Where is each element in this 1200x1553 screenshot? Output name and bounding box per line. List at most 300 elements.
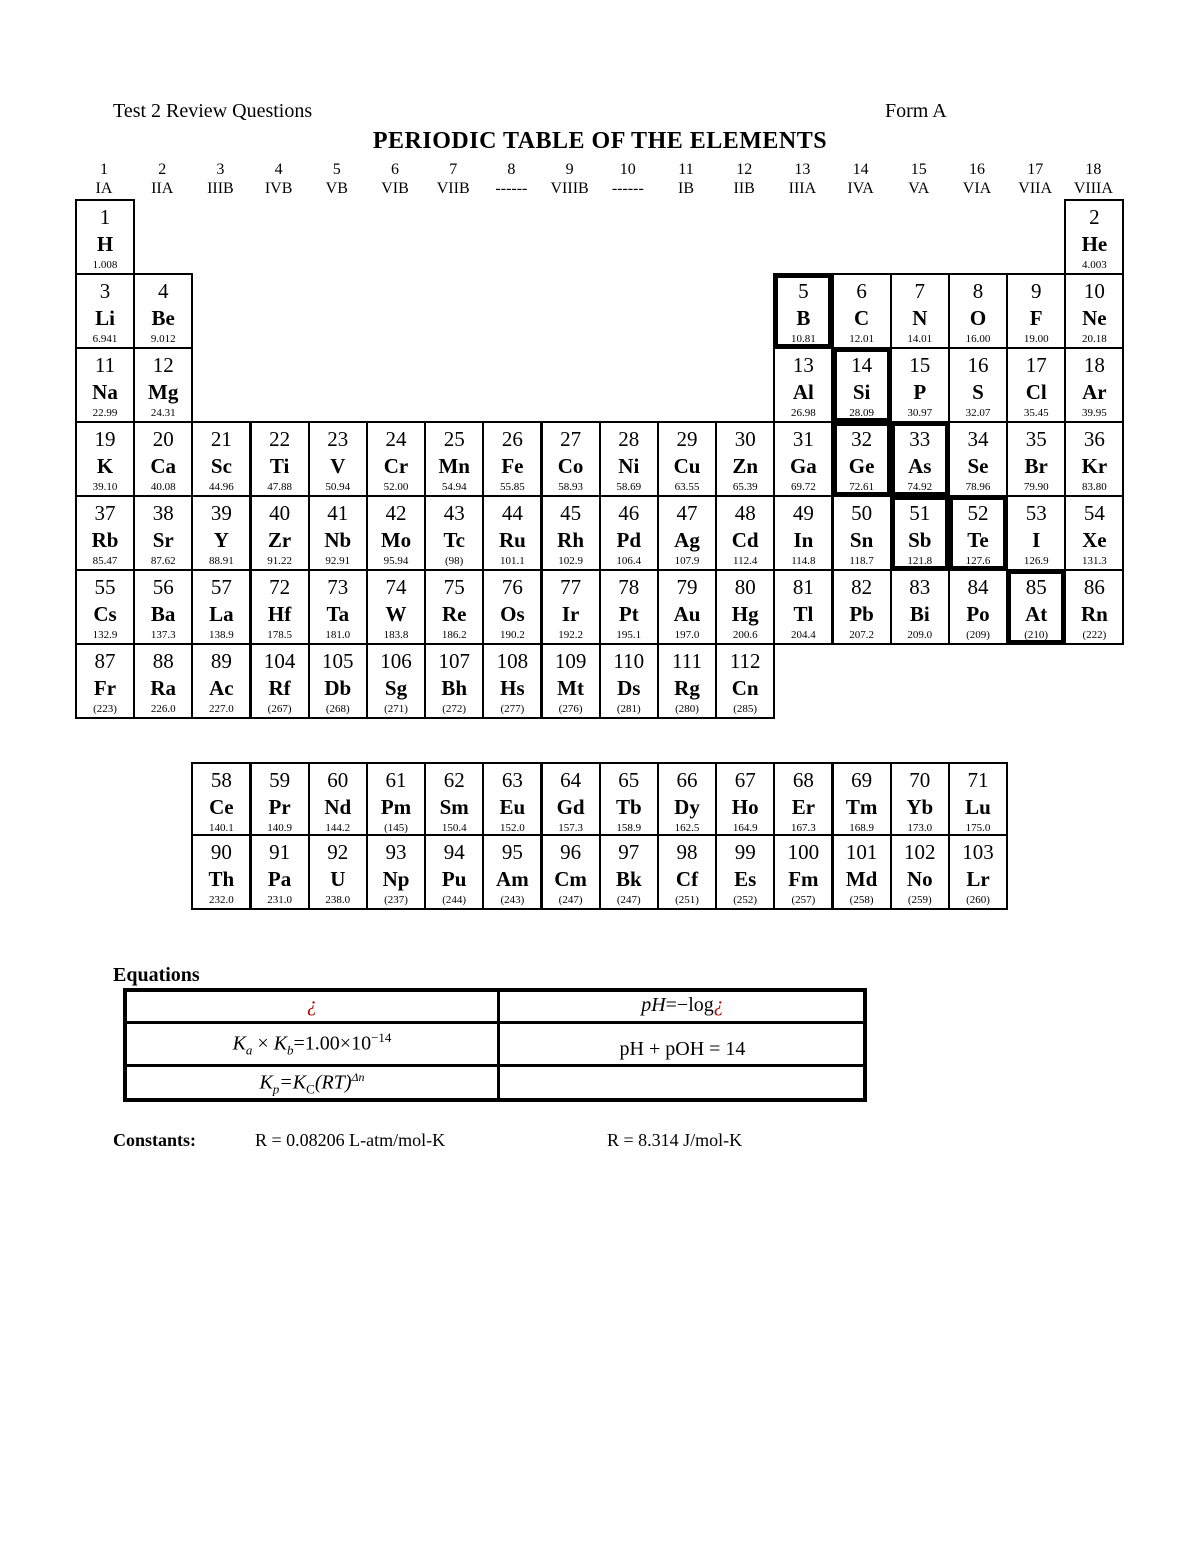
atomic-mass: 150.4 [441, 822, 467, 834]
atomic-number: 46 [618, 501, 640, 525]
atomic-number: 48 [734, 501, 756, 525]
equation-cell-r2c1 [127, 1030, 497, 1059]
equation-text: −14 [371, 1030, 392, 1045]
element-symbol: Ta [326, 602, 350, 626]
group-header [191, 160, 249, 198]
element-cell-p [890, 347, 950, 423]
atomic-mass: (237) [384, 894, 408, 906]
table-divider [127, 1021, 863, 1024]
atomic-mass: 121.8 [907, 555, 933, 567]
atomic-number: 8 [972, 279, 984, 303]
atomic-number: 73 [327, 575, 349, 599]
atomic-mass: 158.9 [616, 822, 642, 834]
atomic-number: 80 [734, 575, 756, 599]
atomic-number: 4 [157, 279, 169, 303]
group-header [890, 160, 948, 198]
element-symbol: No [906, 867, 933, 891]
element-symbol: O [969, 306, 987, 330]
atomic-number: 9 [1030, 279, 1042, 303]
element-symbol: Ce [209, 795, 234, 819]
atomic-mass: (257) [791, 894, 816, 906]
atomic-number: 31 [792, 427, 814, 451]
atomic-number: 28 [618, 427, 640, 451]
atomic-number: 108 [496, 649, 529, 673]
atomic-mass: 26.98 [791, 407, 816, 419]
element-symbol: Ir [561, 602, 580, 626]
atomic-mass: 204.4 [791, 629, 816, 641]
element-symbol: Am [496, 867, 529, 891]
atomic-number: 58 [210, 768, 232, 792]
element-cell-db [308, 643, 368, 719]
atomic-number: 81 [792, 575, 814, 599]
element-cell-eu [482, 762, 542, 838]
element-cell-gd [541, 762, 601, 838]
atomic-number: 25 [443, 427, 465, 451]
group-roman: ------ [611, 180, 644, 197]
atomic-mass: 1.008 [92, 259, 118, 271]
group-roman: VIIB [436, 180, 470, 197]
element-symbol: Db [324, 676, 352, 700]
atomic-mass: 157.3 [558, 822, 583, 834]
element-cell-th [191, 834, 251, 910]
element-symbol: Pd [616, 528, 642, 552]
element-symbol: Si [852, 380, 871, 404]
atomic-mass: 192.2 [558, 629, 583, 641]
element-symbol: C [854, 306, 870, 330]
element-cell-ag [657, 495, 717, 571]
element-cell-md [832, 834, 892, 910]
atomic-mass: 16.00 [965, 333, 991, 345]
equation-cell-r1c1 [127, 994, 497, 1017]
element-cell-fm [773, 834, 833, 910]
element-cell-fr [75, 643, 135, 719]
atomic-mass: 162.5 [674, 822, 700, 834]
element-cell-am [482, 834, 542, 910]
element-symbol: Ru [498, 528, 526, 552]
element-symbol: Ag [674, 528, 700, 552]
element-symbol: Xe [1082, 528, 1107, 552]
atomic-mass: 167.3 [791, 822, 816, 834]
equation-text: K [259, 1071, 273, 1094]
element-symbol: Tc [443, 528, 465, 552]
atomic-mass: 152.0 [500, 822, 525, 834]
equation-text: Δn [351, 1070, 365, 1084]
group-number: 17 [1027, 161, 1044, 178]
atomic-mass: (222) [1082, 629, 1107, 641]
atomic-number: 84 [967, 575, 989, 599]
element-symbol: Th [208, 867, 235, 891]
atomic-mass: 22.99 [92, 407, 118, 419]
element-symbol: Rf [268, 676, 291, 700]
group-header [599, 160, 657, 198]
group-roman: IVB [264, 180, 293, 197]
group-number: 16 [969, 161, 985, 178]
atomic-mass: (281) [616, 703, 641, 715]
group-number: 13 [794, 161, 811, 178]
constant-gas-joules: R = 8.314 J/mol-K [607, 1130, 743, 1150]
atomic-number: 91 [269, 840, 291, 864]
element-symbol: Nd [324, 795, 352, 819]
group-header [424, 160, 482, 198]
element-cell-ge [832, 421, 892, 497]
atomic-mass: 183.8 [383, 629, 409, 641]
atomic-mass: 140.9 [267, 822, 292, 834]
atomic-mass: 126.9 [1023, 555, 1049, 567]
element-symbol: Ar [1082, 380, 1107, 404]
atomic-mass: 186.2 [441, 629, 467, 641]
atomic-mass: 164.9 [732, 822, 758, 834]
atomic-mass: 4.003 [1082, 259, 1107, 271]
atomic-mass: (247) [558, 894, 583, 906]
group-number: 8 [507, 161, 516, 178]
atomic-mass: (277) [500, 703, 525, 715]
atomic-mass: 200.6 [732, 629, 758, 641]
element-cell-b [773, 273, 833, 349]
atomic-mass: 44.96 [209, 481, 234, 493]
element-symbol: Mo [380, 528, 412, 552]
atomic-number: 54 [1083, 501, 1105, 525]
atomic-number: 90 [210, 840, 232, 864]
equation-text: pH + pOH = 14 [619, 1038, 746, 1060]
atomic-mass: 69.72 [791, 481, 816, 493]
atomic-mass: (285) [733, 703, 758, 715]
atomic-number: 107 [438, 649, 470, 673]
group-number: 3 [216, 161, 225, 178]
element-symbol: Tm [845, 795, 878, 819]
atomic-number: 99 [734, 840, 756, 864]
atomic-mass: (209) [966, 629, 990, 641]
table-divider [127, 1064, 863, 1067]
element-cell-pu [424, 834, 484, 910]
element-cell-sn [832, 495, 892, 571]
atomic-number: 19 [94, 427, 116, 451]
element-symbol: Cn [731, 676, 759, 700]
atomic-number: 70 [909, 768, 931, 792]
atomic-number: 27 [560, 427, 582, 451]
element-cell-rn [1064, 569, 1124, 645]
group-roman: IVA [847, 180, 874, 197]
atomic-mass: 197.0 [674, 629, 700, 641]
element-cell-ta [308, 569, 368, 645]
element-symbol: U [330, 867, 346, 891]
atomic-mass: 138.9 [209, 629, 234, 641]
atomic-mass: 9.012 [150, 333, 176, 345]
atomic-number: 24 [385, 427, 407, 451]
atomic-number: 18 [1083, 353, 1105, 377]
equation-text: × [257, 1032, 269, 1055]
element-cell-w [366, 569, 426, 645]
element-symbol: Hs [500, 676, 525, 700]
element-cell-ds [599, 643, 659, 719]
atomic-mass: 118.7 [849, 555, 874, 567]
atomic-mass: 78.96 [965, 481, 991, 493]
atomic-mass: 132.9 [92, 629, 118, 641]
element-cell-hf [250, 569, 310, 645]
atomic-number: 20 [152, 427, 174, 451]
atomic-number: 29 [676, 427, 698, 451]
atomic-number: 88 [152, 649, 174, 673]
element-symbol: B [796, 306, 811, 330]
group-number: 10 [619, 161, 636, 178]
atomic-number: 6 [856, 279, 867, 303]
element-cell-k [75, 421, 135, 497]
atomic-mass: 137.3 [150, 629, 176, 641]
element-symbol: Ne [1082, 306, 1107, 330]
equation-cell-r3c1 [127, 1070, 497, 1098]
group-header [541, 160, 599, 198]
equation-text: K [273, 1032, 288, 1055]
atomic-number: 14 [851, 353, 873, 377]
element-symbol: Fe [501, 454, 524, 478]
element-symbol: Lu [965, 795, 991, 819]
atomic-number: 1 [99, 205, 111, 229]
atomic-mass: (243) [500, 894, 525, 906]
atomic-number: 101 [845, 840, 878, 864]
atomic-number: 42 [385, 501, 407, 525]
atomic-mass: 227.0 [209, 703, 234, 715]
atomic-mass: (259) [907, 894, 932, 906]
atomic-mass: 54.94 [441, 481, 467, 493]
element-symbol: Y [213, 528, 229, 552]
element-cell-yb [890, 762, 950, 838]
atomic-number: 65 [618, 768, 640, 792]
atomic-mass: (280) [675, 703, 699, 715]
element-symbol: Pm [380, 795, 412, 819]
element-symbol: Cf [675, 867, 699, 891]
atomic-mass: 88.91 [209, 555, 234, 567]
atomic-number: 26 [501, 427, 523, 451]
group-roman: IA [95, 180, 113, 197]
atomic-mass: 102.9 [558, 555, 583, 567]
element-symbol: Fm [788, 867, 819, 891]
group-header [948, 160, 1006, 198]
element-cell-pa [250, 834, 310, 910]
element-cell-no [890, 834, 950, 910]
atomic-mass: 20.18 [1082, 333, 1107, 345]
group-roman: IB [678, 180, 694, 197]
element-symbol: La [209, 602, 234, 626]
atomic-number: 51 [909, 501, 931, 525]
atomic-mass: 63.55 [674, 481, 700, 493]
element-symbol: S [972, 380, 984, 404]
element-cell-at [1006, 569, 1066, 645]
element-symbol: Ti [269, 454, 290, 478]
atomic-mass: 58.69 [616, 481, 642, 493]
element-cell-ni [599, 421, 659, 497]
element-symbol: Al [792, 380, 814, 404]
atomic-number: 49 [792, 501, 814, 525]
element-symbol: Pu [441, 867, 467, 891]
atomic-mass: 190.2 [500, 629, 525, 641]
element-cell-pr [250, 762, 310, 838]
atomic-mass: (210) [1024, 629, 1049, 641]
group-header [657, 160, 715, 198]
atomic-mass: 140.1 [209, 822, 234, 834]
element-cell-pd [599, 495, 659, 571]
atomic-number: 61 [385, 768, 407, 792]
element-symbol: Mt [557, 676, 584, 700]
atomic-mass: 232.0 [209, 894, 234, 906]
atomic-mass: 175.0 [965, 822, 991, 834]
element-symbol: W [385, 602, 407, 626]
element-cell-cr [366, 421, 426, 497]
element-symbol: K [96, 454, 114, 478]
atomic-number: 15 [909, 353, 931, 377]
atomic-mass: 87.62 [150, 555, 176, 567]
atomic-mass: 28.09 [849, 407, 874, 419]
document-header-left: Test 2 Review Questions [113, 100, 313, 122]
element-symbol: Ra [150, 676, 177, 700]
element-cell-h [75, 199, 135, 275]
atomic-mass: 207.2 [849, 629, 874, 641]
element-cell-in [773, 495, 833, 571]
element-symbol: Dy [674, 795, 700, 819]
equation-text: p [272, 1081, 280, 1097]
atomic-number: 47 [676, 501, 698, 525]
element-cell-s [948, 347, 1008, 423]
element-cell-cf [657, 834, 717, 910]
element-cell-es [715, 834, 775, 910]
element-cell-te [948, 495, 1008, 571]
group-roman: VIA [962, 180, 992, 197]
element-symbol: Ba [150, 602, 176, 626]
atomic-number: 92 [327, 840, 349, 864]
element-cell-po [948, 569, 1008, 645]
equations-table [123, 988, 867, 1102]
atomic-mass: 47.88 [267, 481, 292, 493]
element-symbol: Es [734, 867, 757, 891]
atomic-number: 103 [962, 840, 994, 864]
element-cell-cu [657, 421, 717, 497]
element-cell-fe [482, 421, 542, 497]
atomic-number: 85 [1025, 575, 1047, 599]
element-symbol: Bk [615, 867, 642, 891]
atomic-mass: (260) [966, 894, 990, 906]
group-header [1064, 160, 1122, 198]
group-number: 18 [1085, 161, 1102, 178]
element-cell-cd [715, 495, 775, 571]
element-symbol: Rh [557, 528, 585, 552]
atomic-number: 104 [263, 649, 296, 673]
atomic-mass: 35.45 [1023, 407, 1049, 419]
atomic-mass: (268) [325, 703, 350, 715]
element-cell-rf [250, 643, 310, 719]
atomic-mass: 168.9 [849, 822, 874, 834]
atomic-number: 57 [210, 575, 232, 599]
atomic-number: 39 [210, 501, 232, 525]
atomic-number: 55 [94, 575, 116, 599]
element-cell-bi [890, 569, 950, 645]
atomic-number: 23 [327, 427, 349, 451]
atomic-number: 109 [554, 649, 587, 673]
element-cell-si [832, 347, 892, 423]
element-symbol: Pb [849, 602, 874, 626]
equation-text: ¿ [307, 994, 317, 1016]
element-cell-pb [832, 569, 892, 645]
document-header-right: Form A [885, 100, 947, 122]
element-cell-lr [948, 834, 1008, 910]
element-symbol: Bh [441, 676, 468, 700]
element-cell-ba [133, 569, 193, 645]
atomic-mass: 131.3 [1082, 555, 1107, 567]
equation-text: a [245, 1042, 253, 1058]
element-symbol: Ho [731, 795, 759, 819]
element-cell-n [890, 273, 950, 349]
group-number: 7 [449, 161, 458, 178]
element-cell-bk [599, 834, 659, 910]
atomic-number: 89 [210, 649, 232, 673]
element-symbol: Hg [731, 602, 759, 626]
element-cell-sr [133, 495, 193, 571]
equation-text: C [306, 1081, 315, 1097]
group-roman: VIB [381, 180, 409, 197]
atomic-mass: (223) [93, 703, 117, 715]
element-cell-rh [541, 495, 601, 571]
atomic-number: 62 [443, 768, 465, 792]
atomic-number: 60 [327, 768, 349, 792]
atomic-number: 63 [501, 768, 523, 792]
atomic-number: 59 [269, 768, 291, 792]
atomic-mass: 30.97 [907, 407, 933, 419]
atomic-number: 96 [560, 840, 582, 864]
atomic-number: 10 [1083, 279, 1105, 303]
element-symbol: Sr [152, 528, 174, 552]
element-symbol: V [330, 454, 346, 478]
atomic-number: 106 [380, 649, 412, 673]
element-cell-ne [1064, 273, 1124, 349]
atomic-mass: 144.2 [325, 822, 351, 834]
atomic-mass: 39.95 [1082, 407, 1107, 419]
element-cell-li [75, 273, 135, 349]
atomic-mass: 24.31 [150, 407, 176, 419]
element-symbol: Co [557, 454, 584, 478]
element-cell-sg [366, 643, 426, 719]
atomic-number: 100 [787, 840, 820, 864]
atomic-number: 56 [152, 575, 174, 599]
group-number: 6 [391, 161, 399, 178]
element-cell-ac [191, 643, 251, 719]
element-symbol: Gd [556, 795, 585, 819]
element-symbol: Ca [150, 454, 177, 478]
group-header [482, 160, 540, 198]
atomic-number: 11 [94, 353, 116, 377]
atomic-number: 66 [676, 768, 698, 792]
element-cell-dy [657, 762, 717, 838]
atomic-number: 7 [914, 279, 926, 303]
atomic-number: 83 [909, 575, 931, 599]
element-symbol: Nb [324, 528, 352, 552]
atomic-number: 45 [560, 501, 582, 525]
group-roman: VIIIA [1073, 180, 1113, 197]
element-cell-au [657, 569, 717, 645]
element-symbol: Sn [849, 528, 874, 552]
atomic-mass: 12.01 [849, 333, 874, 345]
element-symbol: Pa [267, 867, 292, 891]
atomic-mass: 19.00 [1023, 333, 1049, 345]
atomic-mass: 83.80 [1082, 481, 1107, 493]
element-symbol: Sb [908, 528, 932, 552]
atomic-number: 95 [501, 840, 523, 864]
atomic-number: 110 [613, 649, 645, 673]
group-roman: IIIB [207, 180, 234, 197]
atomic-mass: 173.0 [907, 822, 933, 834]
element-cell-ra [133, 643, 193, 719]
element-symbol: Tl [793, 602, 814, 626]
element-cell-bh [424, 643, 484, 719]
atomic-mass: 65.39 [732, 481, 758, 493]
group-header [1006, 160, 1064, 198]
element-cell-cm [541, 834, 601, 910]
